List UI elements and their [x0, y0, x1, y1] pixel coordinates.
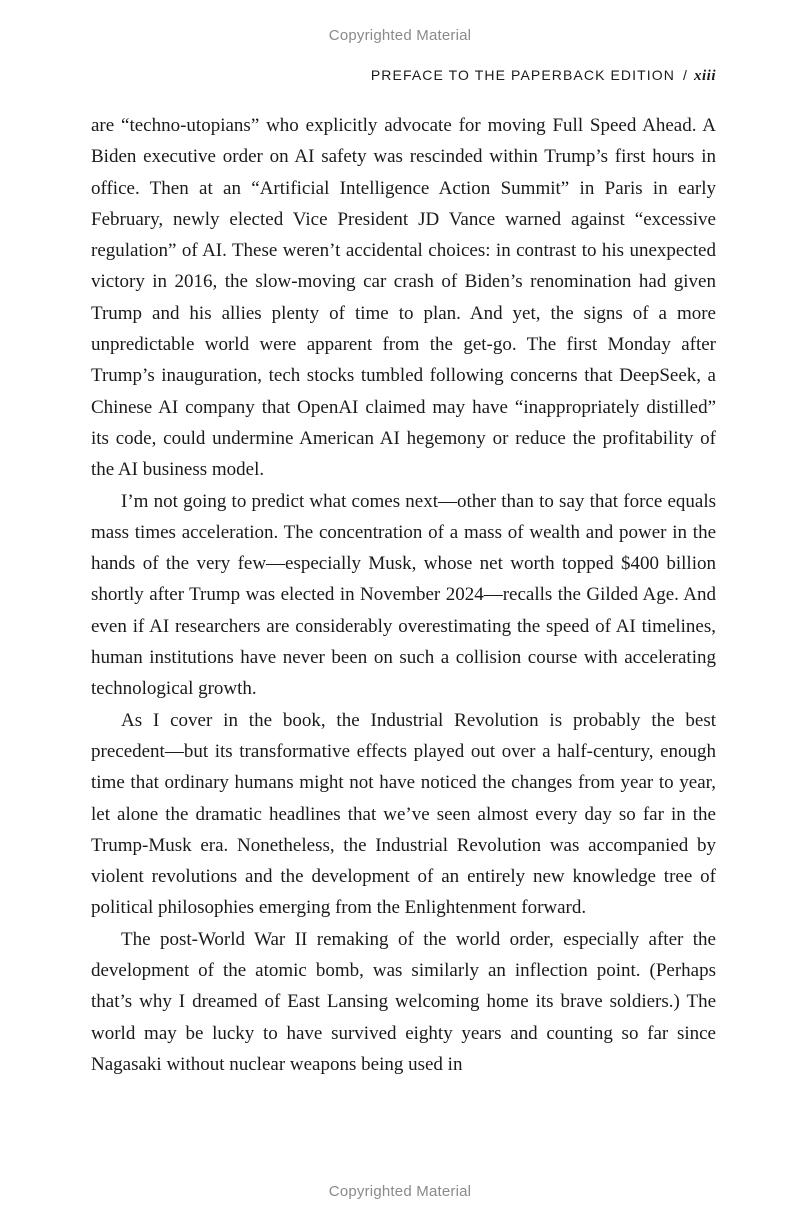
copyright-watermark-top: Copyrighted Material: [328, 27, 472, 44]
page-number: xiii: [693, 68, 716, 84]
running-head-title: PREFACE TO THE PAPERBACK EDITION: [370, 67, 675, 83]
copyright-watermark-bottom: Copyrighted Material: [328, 1183, 472, 1200]
running-head: [371, 67, 716, 85]
paragraph: are “techno-utopians” who explicitly advocate for moving Full Speed Ahead. A Biden executive order on AI safety was rescinded within Trump’s first hours in office. Then at an “Artificial Intelligence Action Summit” in Paris in early February, newly elected Vice President JD Vance warned against “excessive regulation” of AI. These weren’t accidental choices: in contrast to his unexpected victory in 2016, the slow-moving car crash of Biden’s renomination had given Trump and his allies plenty of time to plan. And yet, the signs of a more unpredictable world were apparent from the get-go. The first Monday after Trump’s inauguration, tech stocks tumbled following concerns that DeepSeek, a Chinese AI company that OpenAI claimed may have “inappropriately distilled” its code, could undermine American AI hegemony or reduce the profitability of the AI business model.: [91, 115, 716, 481]
paragraph: The post-World War II remaking of the world order, especially after the development of the atomic bomb, was similarly an inflection point. (Perhaps that’s why I dreamed of East Lansing welcoming home its brave soldiers.) The world may be lucky to have survived eighty years and counting so far since Nagasaki without nuclear weapons being used in: [91, 928, 716, 1075]
paragraph: I’m not going to predict what comes next—other than to say that force equals mass times acceleration. The concentration of a mass of wealth and power in the hands of the very few—especially Musk, whose net worth topped $400 billion shortly after Trump was elected in November 2024—recalls the Gilded Age. And even if AI researchers are considerably overestimating the speed of AI timelines, human institutions have never been on such a collision course with accelerating technological growth.: [91, 490, 716, 700]
paragraph: As I cover in the book, the Industrial Revolution is probably the best precedent—but its transformative effects played out over a half-century, enough time that ordinary humans might not have noticed the changes from year to year, let alone the dramatic headlines that we’ve seen almost every day so far in the Trump-Musk era. Nonetheless, the Industrial Revolution was accompanied by violent revolutions and the development of an entirely new knowledge tree of political philosophies emerging from the Enlightenment forward.: [91, 709, 716, 919]
running-head-separator: /: [682, 67, 688, 83]
body-text: [91, 110, 716, 1080]
